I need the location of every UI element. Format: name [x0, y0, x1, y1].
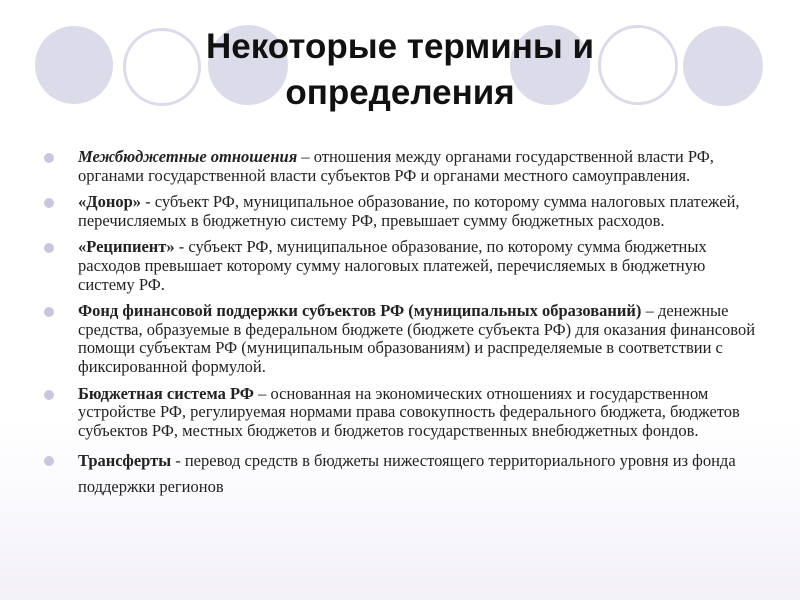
definition-term: Трансферты [78, 451, 172, 471]
bullet-icon [44, 307, 54, 317]
definition-term: «Реципиент» [78, 237, 175, 257]
definition-item-fund [44, 302, 756, 376]
definition-text: - субъект РФ, муниципальное образование, по которому сумма налоговых платежей, перечисляемых в бюджетную систему РФ, превышает сумму бюджетных расходов. [78, 192, 740, 230]
definition-term: Межбюджетные отношения [78, 147, 298, 166]
slide-title-line-2: определения [285, 73, 515, 112]
slide-title-line-1: Некоторые термины и [205, 27, 595, 66]
definition-term: Бюджетная система РФ [78, 383, 254, 403]
definition-text: – основанная на экономических отношениях и государственном устройстве РФ, регулируемая нормами права совокупность федерального бюджета, бюджетов субъектов РФ, местных бюджетов и бюджетов государственных внебюджетных фондов. [78, 383, 740, 440]
definition-item-budget-system [44, 385, 756, 441]
decorative-circle [35, 26, 113, 104]
definition-text: – отношения между органами государственной власти РФ, органами государственной власти субъектов РФ и органами местного самоуправления. [78, 147, 714, 185]
definition-item-mezhbyudzhetnye [44, 148, 756, 185]
definition-text: - перевод средств в бюджеты нижестоящего территориального уровня из фонда поддержки регионов [78, 451, 736, 497]
definition-item-transfers [44, 448, 756, 500]
bullet-icon [44, 456, 54, 466]
definition-item-donor [44, 193, 756, 230]
definition-term: Фонд финансовой поддержки субъектов РФ (муниципальных образований) [78, 301, 642, 321]
definition-text: - субъект РФ, муниципальное образование, по которому сумма бюджетных расходов превышает которому сумму налоговых платежей, перечисляемых в бюджетную систему РФ. [78, 237, 707, 294]
definitions-list [44, 148, 756, 508]
definition-text: – денежные средства, образуемые в федеральном бюджете (бюджете субъекта РФ) для оказания финансовой помощи субъектам РФ (муниципальным образованиям) и распределяемые в соответствии с фиксированной формулой. [78, 301, 756, 376]
definition-term: «Донор» [78, 192, 142, 212]
bullet-icon [44, 243, 54, 253]
bullet-icon [44, 390, 54, 400]
definition-item-recipient [44, 238, 756, 294]
decorative-circle [683, 26, 763, 106]
bullet-icon [44, 198, 54, 208]
slide-title [140, 24, 660, 116]
bullet-icon [44, 153, 54, 163]
